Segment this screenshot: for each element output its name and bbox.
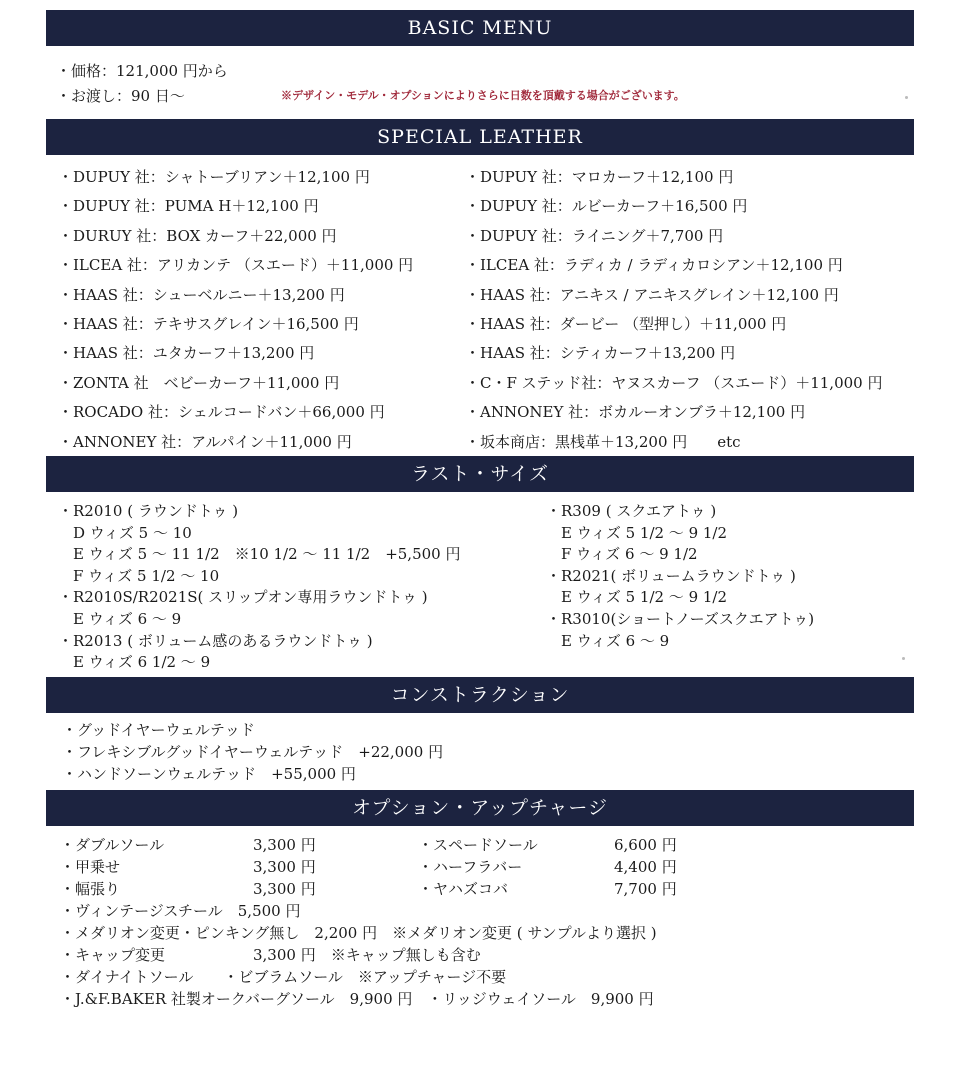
option-price: 4,400 円	[614, 858, 677, 876]
leather-item: ・HAAS 社：ユタカーフ＋13,200 円	[58, 344, 315, 363]
leather-item: ・C・F ステッド社：ヤヌスカーフ （スエード）＋11,000 円	[465, 373, 883, 392]
last-item: E ウィズ 5 〜 11 1/2 ※10 1/2 〜 11 1/2 +5,500 円	[58, 545, 461, 564]
leather-item: ・ANNONEY 社：アルパイン＋11,000 円	[58, 432, 352, 451]
delivery: ・お渡し：90 日〜	[56, 87, 185, 105]
leather-item: ・ILCEA 社：ラディカ / ラディカロシアン＋12,100 円	[465, 256, 843, 275]
option-name: ・ハーフラバー	[418, 858, 523, 876]
price: ・価格：121,000 円から	[56, 62, 228, 80]
option-line: ・ダイナイトソール ・ビブラムソール ※アップチャージ不要	[60, 968, 507, 986]
leather-item: ・ANNONEY 社：ボカルーオンブラ＋12,100 円	[465, 403, 806, 422]
leather-item: ・ZONTA 社 ベビーカーフ＋11,000 円	[58, 373, 340, 392]
option-price: 7,700 円	[614, 880, 677, 898]
leather-item: ・HAAS 社：ダービー （型押し）＋11,000 円	[465, 315, 787, 333]
option-price: 3,300 円	[253, 858, 316, 876]
leather-item: ・HAAS 社：テキサスグレイン＋16,500 円	[58, 315, 359, 333]
last-item: F ウィズ 6 〜 9 1/2	[546, 545, 698, 564]
construction-item: ・グッドイヤーウェルテッド	[62, 721, 255, 739]
section-header-construction: コンストラクション	[46, 677, 914, 713]
leather-item: ・DUPUY 社：ライニング＋7,700 円	[465, 226, 724, 245]
last-item: ・R2010S/R2021S( スリップオン専用ラウンドトゥ )	[58, 588, 428, 607]
section-header-options: オプション・アップチャージ	[46, 790, 914, 826]
construction-item: ・フレキシブルグッドイヤーウェルテッド +22,000 円	[62, 743, 444, 761]
last-item: D ウィズ 5 〜 10	[58, 523, 192, 542]
last-item: ・R3010(ショートノーズスクエアトゥ)	[546, 610, 815, 628]
option-price: 6,600 円	[614, 836, 677, 854]
leather-item: ・DURUY 社：BOX カーフ＋22,000 円	[58, 226, 337, 245]
leather-item: ・DUPUY 社：マロカーフ＋12,100 円	[465, 168, 734, 186]
last-item: ・R2021( ボリュームラウンドトゥ )	[546, 566, 796, 585]
option-price: 3,300 円	[253, 836, 316, 854]
leather-item: ・ROCADO 社：シェルコードバン＋66,000 円	[58, 403, 385, 422]
option-name: ・幅張り	[60, 880, 121, 898]
last-item: F ウィズ 5 1/2 〜 10	[58, 566, 220, 585]
section-header-basic: BASIC MENU	[46, 10, 914, 46]
leather-item: ・ILCEA 社：アリカンテ （スエード）＋11,000 円	[58, 256, 414, 275]
leather-item: ・DUPUY 社：PUMA H＋12,100 円	[58, 197, 319, 216]
leather-item: ・坂本商店：黒桟革＋13,200 円 etc	[465, 432, 741, 451]
option-line: ・ヴィンテージスチール 5,500 円	[60, 902, 301, 920]
leather-item: ・HAAS 社：アニキス / アニキスグレイン＋12,100 円	[465, 285, 839, 304]
last-item: ・R2013 ( ボリューム感のあるラウンドトゥ )	[58, 631, 373, 650]
last-item: ・R2010 ( ラウンドトゥ )	[58, 502, 239, 520]
option-price: 3,300 円 ※キャップ無しも含む	[253, 946, 481, 964]
last-item: ・R309 ( スクエアトゥ )	[546, 502, 717, 520]
option-name: ・甲乗せ	[60, 858, 121, 876]
decorative-dot	[902, 657, 905, 660]
decorative-dot	[905, 96, 908, 99]
option-name: ・キャップ変更	[60, 946, 166, 964]
option-line: ・J.&F.BAKER 社製オークバーグソール 9,900 円 ・リッジウェイソール 9,900 円	[60, 990, 654, 1008]
option-price: 3,300 円	[253, 880, 316, 898]
last-item: E ウィズ 5 1/2 〜 9 1/2	[546, 523, 728, 542]
leather-item: ・DUPUY 社：シャトーブリアン＋12,100 円	[58, 168, 370, 186]
leather-item: ・HAAS 社：シューベルニー＋13,200 円	[58, 285, 345, 304]
section-header-leather: SPECIAL LEATHER	[46, 119, 914, 155]
leather-item: ・DUPUY 社：ルビーカーフ＋16,500 円	[465, 197, 748, 216]
construction-item: ・ハンドソーンウェルテッド +55,000 円	[62, 765, 356, 783]
last-item: E ウィズ 6 〜 9	[58, 610, 182, 628]
delivery-note: ※デザイン・モデル・オプションによりさらに日数を頂戴する場合がございます。	[281, 89, 685, 102]
last-item: E ウィズ 5 1/2 〜 9 1/2	[546, 588, 728, 607]
option-name: ・ダブルソール	[60, 836, 165, 854]
leather-item: ・HAAS 社：シティカーフ＋13,200 円	[465, 344, 736, 363]
section-header-last: ラスト・サイズ	[46, 456, 914, 492]
option-name: ・ヤハズコバ	[418, 880, 509, 898]
option-name: ・スペードソール	[418, 836, 538, 854]
last-item: E ウィズ 6 〜 9	[546, 631, 670, 650]
option-line: ・メダリオン変更・ピンキング無し 2,200 円 ※メダリオン変更 ( サンプルより選択 )	[60, 924, 657, 942]
last-item: E ウィズ 6 1/2 〜 9	[58, 653, 211, 672]
